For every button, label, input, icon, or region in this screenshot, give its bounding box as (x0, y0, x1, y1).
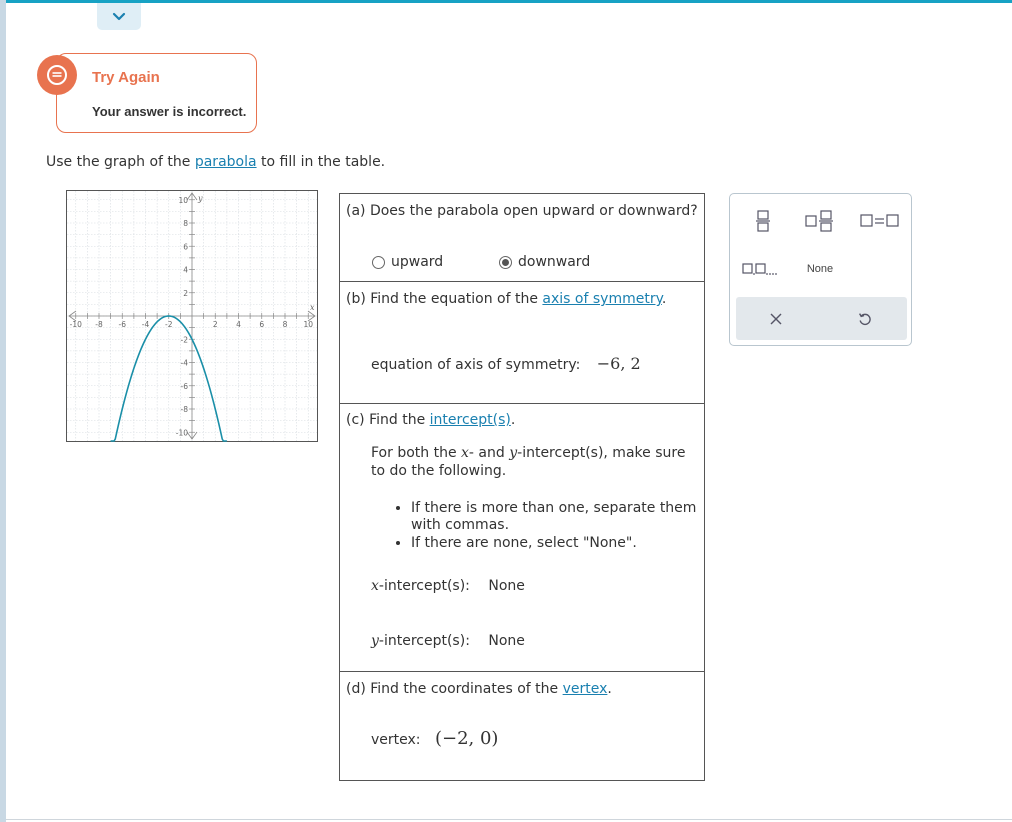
x-tick-label: -4 (141, 320, 150, 329)
fraction-button[interactable] (746, 206, 780, 236)
part-d-question (346, 681, 612, 697)
x-tick-label: -8 (95, 320, 103, 329)
x-tick-label: -6 (118, 320, 126, 329)
part-d-after: . (607, 681, 612, 697)
instruction-before: Use the graph of the (46, 154, 195, 170)
y-intercept-row (371, 633, 525, 649)
mixed-number-icon (805, 210, 835, 232)
x-tick-label: 2 (212, 320, 218, 329)
y-intercept-answer[interactable]: None (488, 633, 525, 649)
downward-label: downward (518, 254, 591, 270)
feedback-box (56, 53, 257, 133)
mixed-number-button[interactable] (802, 206, 838, 236)
x-tick-label: 10 (303, 320, 314, 329)
x-tick-label: 6 (259, 320, 265, 329)
x-intercept-answer[interactable]: None (488, 578, 525, 594)
instruction-text (46, 154, 385, 170)
question-table (339, 193, 705, 781)
parabola-link[interactable]: parabola (194, 154, 257, 170)
undo-icon (857, 311, 873, 327)
bottom-divider (6, 819, 1012, 820)
vertex-answer-label: vertex: (371, 732, 421, 748)
feedback-icon (37, 55, 77, 95)
x-tick-label: -10 (69, 320, 82, 329)
instr-text-b: - and (468, 445, 510, 461)
part-d-section (340, 671, 704, 780)
part-c-after: . (510, 412, 516, 428)
equals-box-button[interactable] (858, 206, 902, 236)
feedback-message: Your answer is incorrect. (92, 104, 247, 119)
part-d-before: (d) Find the coordinates of the (346, 681, 563, 697)
parabola-graph (66, 190, 318, 442)
chevron-down-icon (111, 9, 127, 25)
message-bubble-icon (45, 63, 69, 87)
x-tick-label: 4 (236, 320, 241, 329)
instr-y-var: y (509, 445, 518, 461)
part-c-section (340, 403, 704, 671)
part-b-section (340, 281, 704, 403)
y-tick-label: 6 (183, 242, 188, 252)
part-a-section (340, 194, 704, 281)
vertex-answer-value[interactable]: (−2, 0) (434, 728, 499, 749)
y-tick-label: 10 (178, 195, 188, 205)
y-tick-label: 2 (183, 288, 188, 298)
part-c-before: (c) Find the (346, 412, 430, 428)
y-tick-label: 8 (183, 219, 188, 228)
clear-button[interactable] (758, 306, 794, 332)
axis-of-symmetry-link[interactable]: axis of symmetry (542, 291, 662, 307)
fraction-icon (755, 210, 771, 232)
part-b-after: . (661, 291, 667, 307)
instr-x-var: x (461, 445, 469, 461)
rule-none: • If there are none, select "None". (411, 535, 703, 552)
left-scroll-edge (0, 0, 6, 822)
list-icon (742, 262, 782, 276)
y-tick-label: -10 (175, 428, 188, 438)
intercept-instruction-line1 (371, 445, 685, 461)
part-c-question (346, 412, 515, 428)
upward-label: upward (391, 254, 444, 270)
instruction-after: to fill in the table. (256, 154, 386, 170)
vertex-link[interactable]: vertex (562, 681, 608, 697)
undo-button[interactable] (847, 306, 883, 332)
intercept-rules-list (389, 500, 703, 553)
y-axis-label: y (198, 194, 203, 203)
x-intercept-row (371, 578, 525, 594)
equals-box-icon (860, 214, 900, 228)
x-tick-label: 8 (282, 320, 288, 329)
math-palette (729, 193, 912, 346)
part-b-question (346, 291, 666, 307)
part-a-question: (a) Does the parabola open upward or downward? (346, 203, 698, 219)
vertex-answer-row (371, 728, 498, 749)
axis-answer-label: equation of axis of symmetry: (371, 357, 581, 373)
x-intercept-var: x (371, 578, 379, 594)
option-downward[interactable] (499, 254, 590, 270)
upward-radio[interactable] (372, 256, 385, 269)
option-upward[interactable] (372, 254, 443, 270)
intercept-instruction-line2: to do the following. (371, 463, 507, 479)
axis-answer-value[interactable]: −6, 2 (596, 354, 641, 373)
y-tick-label: -2 (180, 335, 188, 345)
intercepts-link[interactable]: intercept(s) (429, 412, 511, 428)
list-button[interactable] (740, 256, 784, 282)
collapse-toggle-button[interactable] (97, 3, 141, 30)
x-intercept-label: -intercept(s): (378, 578, 470, 594)
downward-radio[interactable] (499, 256, 512, 269)
y-tick-label: -4 (180, 358, 188, 368)
rule-multiple: • If there is more than one, separate them with commas. (411, 500, 703, 534)
y-tick-label: -6 (180, 381, 188, 391)
none-button-label: None (806, 263, 834, 275)
feedback-title: Try Again (92, 69, 160, 86)
instr-text-c: -intercept(s), make sure (517, 445, 686, 461)
none-button[interactable] (800, 256, 840, 282)
clear-x-icon (769, 312, 783, 326)
axis-answer-row (371, 354, 641, 373)
y-intercept-var: y (371, 633, 379, 649)
x-tick-label: -2 (165, 320, 173, 329)
part-b-before: (b) Find the equation of the (346, 291, 543, 307)
top-accent-bar (0, 0, 1012, 3)
y-tick-label: -8 (180, 405, 188, 414)
instr-text-a: For both the (371, 445, 462, 461)
y-intercept-label: -intercept(s): (378, 633, 470, 649)
y-tick-label: 4 (183, 265, 188, 275)
x-axis-label: x (310, 303, 315, 312)
